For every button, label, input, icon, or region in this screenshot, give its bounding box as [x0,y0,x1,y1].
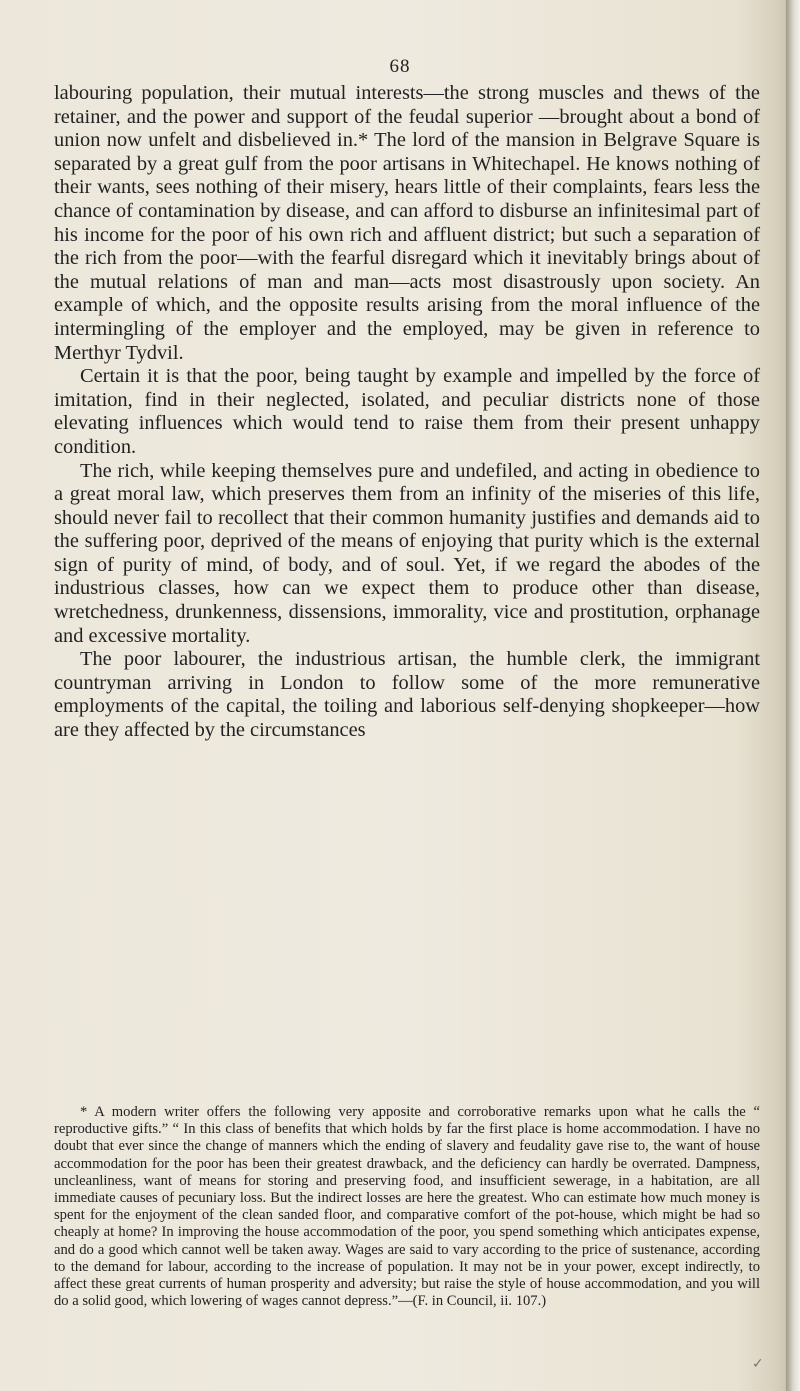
paragraph-2: Certain it is that the poor, being taught by example and impelled by the force of imitation, find in their neglected, isolated, and peculiar districts none of those elevating influences which would tend to raise them from their present unhappy condition. [54,365,760,458]
body-text [54,82,760,743]
paragraph-1: labouring population, their mutual interests—the strong muscles and thews of the retainer, and the power and support of the feudal superior —brought about a bond of union now unfelt and disbelieved in.* The lord of the mansion in Belgrave Square is separated by a great gulf from the poor artisans in Whitechapel. He knows nothing of their wants, sees nothing of their misery, hears little of their complaints, fears less the chance of contamination by disease, and can afford to disburse an infinitesimal part of his income for the poor of his own rich and affluent district; but such a separation of the rich from the poor—with the fearful disregard which it inevitably brings about of the mutual relations of man and man—acts most disastrously upon society. An example of which, and the opposite results arising from the moral influence of the intermingling of the employer and the employed, may be given in reference to Merthyr Tydvil. [54,82,760,364]
page-number: 68 [389,56,411,77]
page-edge-shadow [786,0,800,1391]
footnote-text: * A modern writer offers the following very apposite and corroborative remarks upon what he calls the “ reproductive gifts.” “ In this class of benefits that which holds by far the first place is home accommodation. I have no doubt that ever since the change of manners which the ending of slavery and feudality gave rise to, the want of house accommodation for the poor has been their greatest drawback, and the deficiency can hardly be overrated. Dampness, uncleanliness, want of means for storing and preserving food, and insufficient sewerage, in a habitation, are all immediate causes of pecuniary loss. But the indirect losses are here the greatest. Who can estimate how much money is spent for the enjoyment of the clean sanded floor, and comparative comfort of the pot-house, which might be had so cheaply at home? In improving the house accommodation of the poor, you spend something which anticipates expense, and do a good which cannot well be taken away. Wages are said to vary according to the price of sustenance, according to the demand for labour, according to the increase of population. It may not be in your power, except indirectly, to affect these great currents of human prosperity and adversity; but raise the style of house accommodation, and you will do a solid good, which lowering of wages cannot depress.”—(F. in Council, ii. 107.) [54,1104,760,1310]
paragraph-3: The rich, while keeping themselves pure and undefiled, and acting in obedience to a great moral law, which preserves them from an infinity of the miseries of this life, should never fail to recollect that their common humanity justifies and demands aid to the suffering poor, deprived of the means of enjoying that purity which is the external sign of purity of mind, of body, and of soul. Yet, if we regard the abodes of the industrious classes, how can we expect them to produce other than disease, wretchedness, drunkenness, dissensions, immorality, vice and prostitution, orphanage and excessive mortality. [54,459,760,647]
pencil-check-mark: ✓ [752,1356,764,1372]
footnote [54,1104,760,1310]
paragraph-4: The poor labourer, the industrious artisan, the humble clerk, the immigrant countryman arriving in London to follow some of the more remunerative employments of the capital, the toiling and laborious self-denying shopkeeper—how are they affected by the circumstances [54,648,760,742]
